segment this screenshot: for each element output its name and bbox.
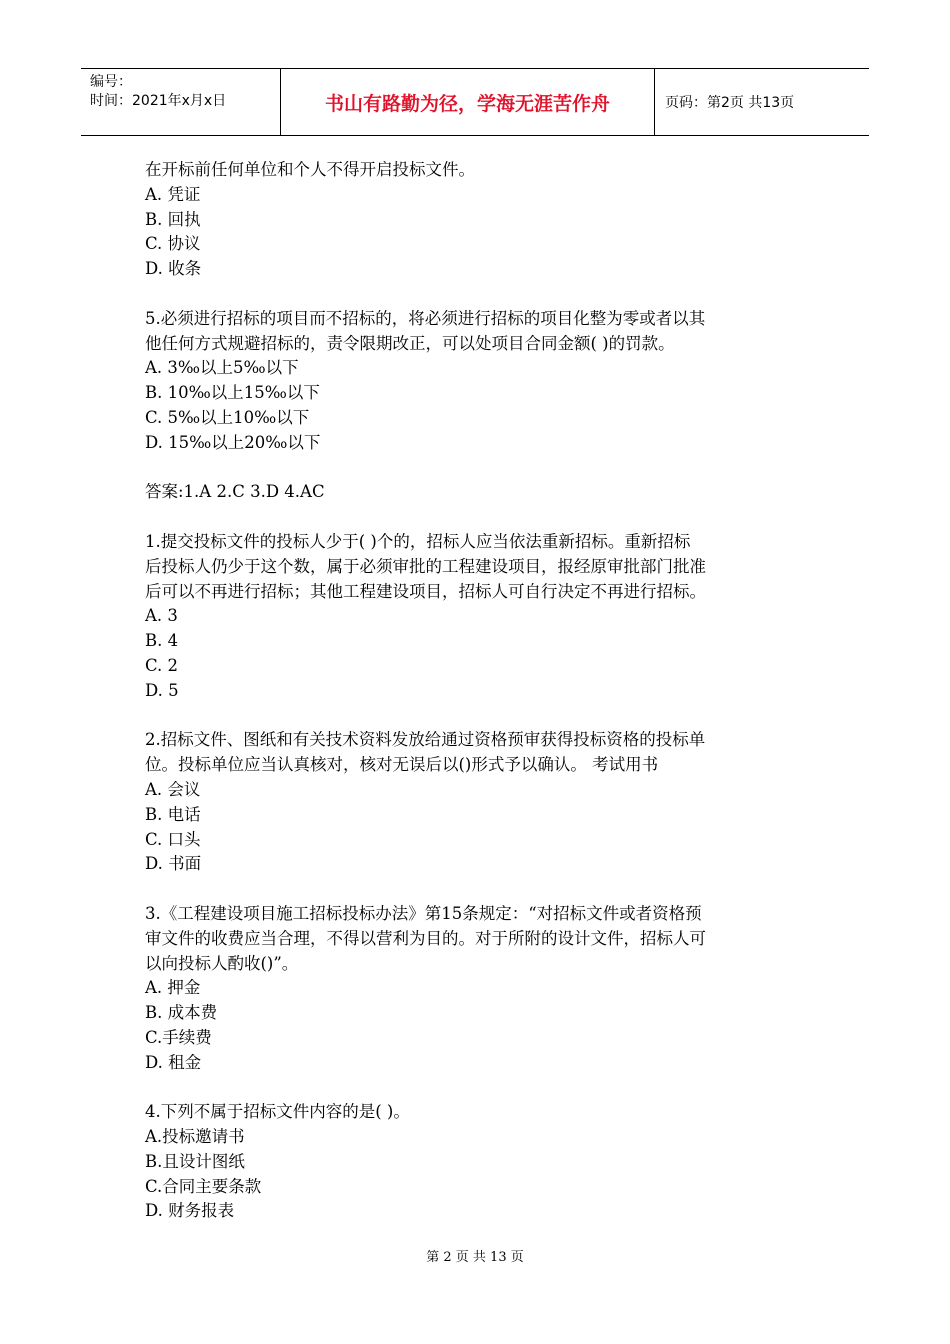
- body-line: 位。投标单位应当认真核对，核对无误后以()形式予以确认。 考试用书: [145, 755, 659, 775]
- blank-line: [145, 456, 825, 481]
- body-line: C. 口头: [145, 829, 201, 849]
- body-line: C.合同主要条款: [145, 1176, 262, 1196]
- body-line: C. 2: [145, 655, 179, 675]
- header-motto: 书山有路勤为径，学海无涯苦作舟: [281, 69, 655, 135]
- body-line: D. 5: [145, 680, 179, 700]
- body-line: C. 协议: [145, 234, 201, 254]
- body-line: B. 10‰以上15‰以下: [145, 383, 320, 403]
- body-line: B. 4: [145, 631, 179, 651]
- body-line: B. 回执: [145, 209, 201, 229]
- body-line: 5.必须进行招标的项目而不招标的，将必须进行招标的项目化整为零或者以其: [145, 308, 706, 328]
- body-line: D. 15‰以上20‰以下: [145, 432, 321, 452]
- body-line: B.且设计图纸: [145, 1151, 245, 1171]
- body-line: D. 租金: [145, 1052, 202, 1072]
- header-page-info: 页码：第2页 共13页: [665, 95, 795, 111]
- body-line: 3.《工程建设项目施工招标投标办法》第15条规定：“对招标文件或者资格预: [145, 903, 702, 923]
- body-line: D. 财务报表: [145, 1201, 235, 1221]
- page-footer: 第 2 页 共 13 页: [426, 1250, 524, 1265]
- body-line: 1.提交投标文件的投标人少于( )个的，招标人应当依法重新招标。重新招标: [145, 531, 691, 551]
- body-line: 审文件的收费应当合理，不得以营利为目的。对于所附的设计文件，招标人可: [145, 928, 706, 948]
- body-line: 4.下列不属于招标文件内容的是( )。: [145, 1102, 410, 1122]
- body-line: 他任何方式规避招标的，责令限期改正，可以处项目合同金额( )的罚款。: [145, 333, 675, 353]
- blank-line: [145, 282, 825, 307]
- blank-line: [145, 877, 825, 902]
- body-line: A. 凭证: [145, 184, 201, 204]
- body-line: 后可以不再进行招标；其他工程建设项目，招标人可自行决定不再进行招标。: [145, 581, 706, 601]
- body-line: B. 电话: [145, 804, 201, 824]
- blank-line: [145, 704, 825, 729]
- body-line: A. 3: [145, 606, 178, 626]
- body-line: A.投标邀请书: [145, 1127, 245, 1147]
- page-header: [81, 68, 869, 136]
- document-body: [145, 158, 825, 1224]
- body-line: 2.招标文件、图纸和有关技术资料发放给通过资格预审获得投标资格的投标单: [145, 730, 706, 750]
- body-line: C. 5‰以上10‰以下: [145, 407, 310, 427]
- body-line: D. 书面: [145, 854, 202, 874]
- body-line: A. 会议: [145, 779, 201, 799]
- document-time-label: 时间：2021年x月x日: [90, 93, 227, 109]
- body-line: B. 成本费: [145, 1003, 218, 1023]
- body-line: 在开标前任何单位和个人不得开启投标文件。: [145, 160, 475, 179]
- body-line: D. 收条: [145, 259, 202, 279]
- body-line: 后投标人仍少于这个数，属于必须审批的工程建设项目，报经原审批部门批准: [145, 556, 706, 576]
- body-line: A. 3‰以上5‰以下: [145, 358, 299, 378]
- blank-line: [145, 505, 825, 530]
- body-line: 答案:1.A 2.C 3.D 4.AC: [145, 482, 325, 502]
- header-meta: [81, 69, 281, 135]
- body-line: C.手续费: [145, 1027, 212, 1047]
- body-line: 以向投标人酌收()”。: [145, 953, 299, 973]
- document-number-label: 编号：: [90, 74, 132, 90]
- body-line: A. 押金: [145, 978, 201, 998]
- blank-line: [145, 1075, 825, 1100]
